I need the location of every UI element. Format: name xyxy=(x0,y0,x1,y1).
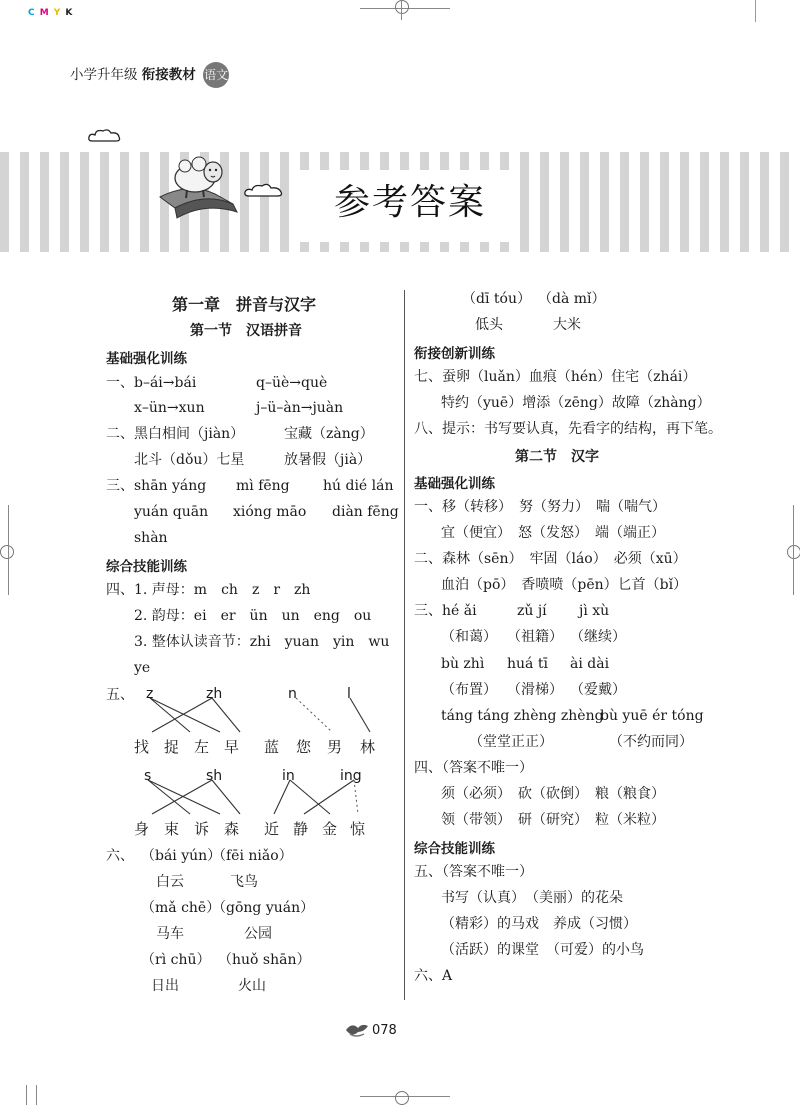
heading-skill-training-2: 综合技能训练 xyxy=(414,841,495,857)
answer-line: （滑梯） xyxy=(507,682,563,698)
answer-line: 四、1. 声母：m ch z r zh xyxy=(106,582,311,598)
match-char: 诉 xyxy=(194,820,210,838)
answer-line: （堂堂正正） xyxy=(469,734,553,750)
match-char: 左 xyxy=(194,738,210,756)
registration-mark-bottom-icon xyxy=(395,1091,409,1105)
cmyk-k: K xyxy=(65,8,73,18)
answer-line: 3. 整体认读音节：zhi yuan yin wu xyxy=(134,634,390,650)
match-char: 森 xyxy=(224,820,240,838)
answer-line: yuán quān xyxy=(134,504,209,520)
cmyk-c: C xyxy=(28,8,35,18)
crop-mark-right-top xyxy=(755,0,756,22)
crop-mark-top-vertical xyxy=(401,0,402,20)
answer-line: j–ü–àn→juàn xyxy=(256,400,344,416)
answer-line: táng táng zhèng zhèng xyxy=(441,708,604,724)
answer-line: 七、蚕卵（luǎn）血痕（hén）住宅（zhái） xyxy=(414,369,697,385)
answer-line: mì fēng xyxy=(236,478,290,494)
word: 火山 xyxy=(238,978,266,994)
answer-line: 四、（答案不唯一） xyxy=(414,760,533,776)
crop-mark-bottom-left xyxy=(26,1085,27,1105)
registration-mark-icon xyxy=(395,0,409,14)
cloud-icon xyxy=(88,128,122,144)
registration-mark-left-icon xyxy=(0,545,14,559)
book-title: 小学升年级 xyxy=(70,67,138,83)
page-title: 参考答案 xyxy=(333,182,486,223)
cloud-icon-2 xyxy=(244,182,284,198)
answer-line: （和蔼） xyxy=(441,629,497,645)
running-header xyxy=(70,62,229,88)
answer-line: （不约而同） xyxy=(609,734,693,750)
final-in: in xyxy=(282,768,295,784)
answer-line: 书写（认真） （美丽）的花朵 xyxy=(441,890,623,906)
answer-line: 三、shān yáng xyxy=(106,478,207,494)
crop-mark-bottom-left-2 xyxy=(36,1085,37,1105)
pinyin: （huǒ shān） xyxy=(218,952,311,968)
answer-line: q–üè→què xyxy=(256,375,328,391)
cmyk-y: Y xyxy=(53,8,61,18)
pinyin: （gōng yuán） xyxy=(212,900,315,916)
answer-line: x–ün→xun xyxy=(134,400,205,416)
answer-line: 一、移（转移） 努（努力） 喘（喘气） xyxy=(414,499,666,515)
match-char: 蓝 xyxy=(264,738,280,756)
answer-line: 领（带领） 研（研究） 粒（米粒） xyxy=(441,812,665,828)
answer-line: 三、hé ǎi xyxy=(414,603,477,619)
match-char: 惊 xyxy=(350,820,366,838)
pinyin: （rì chū） xyxy=(141,952,211,968)
word: 大米 xyxy=(553,317,581,333)
match-char: 林 xyxy=(360,738,376,756)
initial-n: n xyxy=(288,686,297,702)
pinyin: （dà mǐ） xyxy=(538,291,606,307)
match-char: 男 xyxy=(327,738,343,756)
word: 低头 xyxy=(475,317,503,333)
word: 马车 xyxy=(156,926,184,942)
match-char: 捉 xyxy=(164,738,180,756)
pinyin: （bái yún） xyxy=(141,848,222,864)
answer-line: ài dài xyxy=(570,656,610,672)
match-char: 身 xyxy=(134,820,150,838)
crop-mark-right xyxy=(793,505,794,595)
answer-line: 2. 韵母：ei er ün un eng ou xyxy=(134,608,372,624)
word: 日出 xyxy=(151,978,179,994)
answer-line: diàn fēng xyxy=(332,504,399,520)
match-char: 早 xyxy=(224,738,240,756)
heading-skill-training: 综合技能训练 xyxy=(106,559,187,575)
answer-line: 特约（yuē）增添（zēng）故障（zhàng） xyxy=(441,395,711,411)
answer-line: （布置） xyxy=(441,682,497,698)
book-subtitle: 衔接教材 xyxy=(141,67,196,83)
final-ing: ing xyxy=(340,768,362,784)
crop-mark-left xyxy=(8,505,9,595)
answer-line: 五、（答案不唯一） xyxy=(414,864,533,880)
answer-line: （精彩）的马戏 养成（习惯） xyxy=(441,916,637,932)
initial-sh: sh xyxy=(206,768,223,784)
section-title-1: 第一节 汉语拼音 xyxy=(190,323,302,339)
pinyin: （fēi niǎo） xyxy=(212,848,293,864)
word: 白云 xyxy=(156,874,184,890)
answer-line: ye xyxy=(134,660,151,676)
banner-title-box xyxy=(300,170,520,242)
answer-line: 八、提示：书写要认真，先看字的结构，再下笔。 xyxy=(414,421,722,437)
initial-z: z xyxy=(146,686,154,702)
answer-line: 血泊（pō） 香喷喷（pēn）匕首（bǐ） xyxy=(441,577,688,593)
answer-line: huá tī xyxy=(507,656,548,672)
answer-line: 二、森林（sēn） 牢固（láo） 必须（xū） xyxy=(414,551,687,567)
answer-line: 六、A xyxy=(414,968,453,984)
answer-line: bù zhì xyxy=(441,656,485,672)
chapter-title: 第一章 拼音与汉字 xyxy=(172,295,317,314)
section-title-2: 第二节 汉字 xyxy=(515,449,599,465)
answer-line: bù yuē ér tóng xyxy=(600,708,704,724)
heading-innovation-training: 衔接创新训练 xyxy=(414,346,495,362)
answer-line: xióng māo xyxy=(233,504,307,520)
answer-line: 北斗（dǒu）七星 xyxy=(134,452,245,468)
heading-basic-training-2: 基础强化训练 xyxy=(414,476,495,492)
answer-line: 二、黑白相间（jiàn） xyxy=(106,426,245,442)
answer-line: zǔ jí xyxy=(517,603,547,619)
column-divider xyxy=(404,290,405,1000)
subject-badge: 语文 xyxy=(203,62,229,88)
question-label: 五、 xyxy=(106,687,134,703)
match-char: 找 xyxy=(134,738,150,756)
answer-line: shàn xyxy=(134,530,168,546)
initial-s: s xyxy=(144,768,152,784)
initial-l: l xyxy=(347,686,351,702)
question-label: 六、 xyxy=(106,848,134,864)
pinyin: （mǎ chē） xyxy=(141,900,221,916)
answer-line: 宜（便宜） 怒（发怒） 端（端正） xyxy=(441,525,665,541)
word: 公园 xyxy=(244,926,272,942)
match-char: 束 xyxy=(164,820,180,838)
answer-line: （活跃）的课堂 （可爱）的小鸟 xyxy=(441,942,644,958)
answer-line: （爱戴） xyxy=(570,682,626,698)
page-ornament-icon xyxy=(344,1020,370,1040)
answer-line: jì xù xyxy=(579,603,610,619)
sheep-on-book-icon xyxy=(155,142,255,222)
match-char: 静 xyxy=(293,820,309,838)
word: 飞鸟 xyxy=(230,874,258,890)
answer-line: 宝藏（zàng） xyxy=(284,426,374,442)
page-number: 078 xyxy=(372,1023,397,1038)
initial-zh: zh xyxy=(206,686,223,702)
answer-line: （继续） xyxy=(570,629,626,645)
match-char: 金 xyxy=(322,820,338,838)
match-char: 您 xyxy=(296,738,312,756)
answer-line: 放暑假（jià） xyxy=(284,452,372,468)
cmyk-strip xyxy=(28,0,72,19)
answer-line: 须（必须） 砍（砍倒） 粮（粮食） xyxy=(441,786,665,802)
match-char: 近 xyxy=(264,820,280,838)
cmyk-m: M xyxy=(39,8,49,18)
pinyin: （dī tóu） xyxy=(462,291,531,307)
answer-line: 一、b–ái→bái xyxy=(106,375,197,391)
answer-line: （祖籍） xyxy=(507,629,563,645)
heading-basic-training: 基础强化训练 xyxy=(106,351,187,367)
answer-line: hú dié lán xyxy=(323,478,394,494)
